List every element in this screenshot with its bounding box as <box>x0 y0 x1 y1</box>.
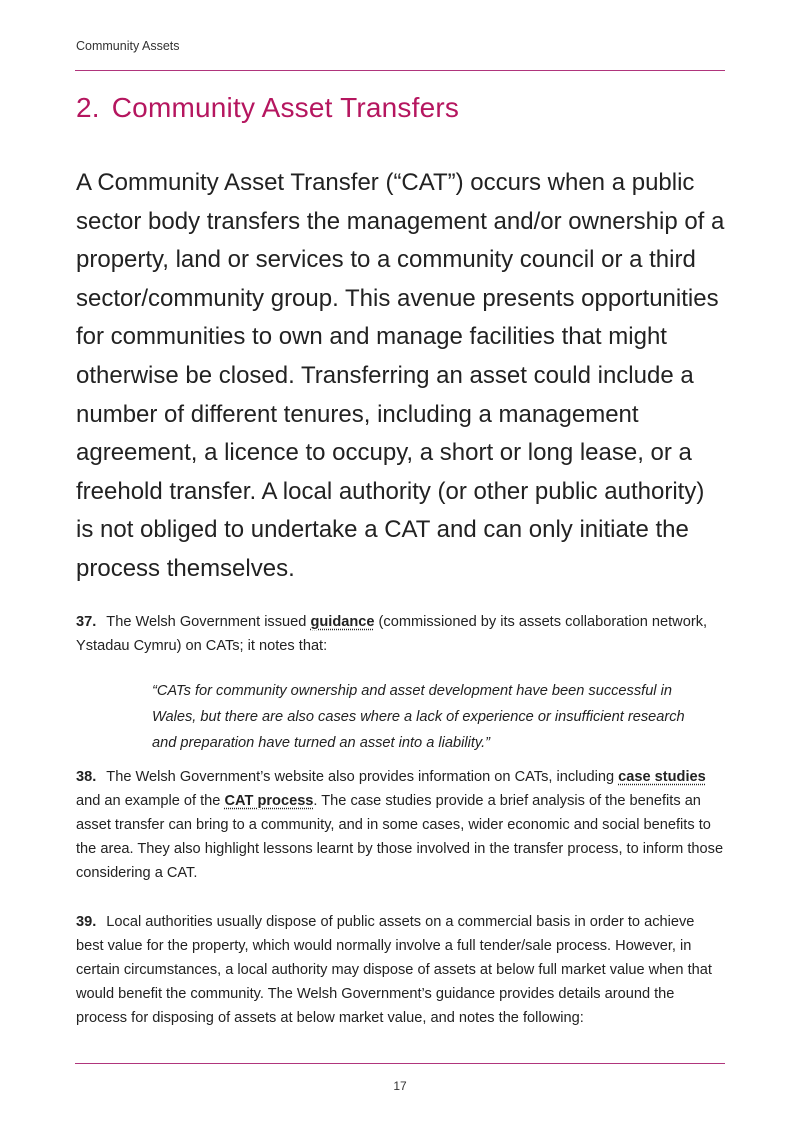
guidance-link[interactable]: guidance <box>310 614 375 630</box>
header-divider <box>75 70 725 71</box>
block-quote: “CATs for community ownership and asset development have been successful in Wales, but there are also cases where a lack of experience or insufficient research and preparation have turned an asset into a liability.” <box>152 683 685 751</box>
section-heading <box>76 92 459 124</box>
running-header: Community Assets <box>76 39 180 53</box>
paragraph-37 <box>76 610 726 658</box>
paragraph-number: 39. <box>76 914 97 930</box>
footer-divider <box>75 1063 725 1064</box>
section-number: 2. <box>76 92 100 123</box>
case-studies-link[interactable]: case studies <box>618 769 706 785</box>
paragraph-39 <box>76 910 726 1030</box>
paragraph-text: The Welsh Government’s website also provides information on CATs, including <box>106 769 619 785</box>
paragraph-text: Local authorities usually dispose of public assets on a commercial basis in order to achieve best value for the property, which would normally involve a full tender/sale process. However, in certain circumstances, a local authority may dispose of assets at below full market value when that would benefit the community. The Welsh Government’s guidance provides details around the process for disposing of assets at below market value, and notes the following: <box>76 914 712 1026</box>
paragraph-text: . The case studies provide a brief analysis of the benefits an asset transfer can bring to a community, and in some cases, wider economic and social benefits to the area. They also highlight lessons learnt by those involved in the transfer process, to inform those considering a CAT. <box>76 793 724 881</box>
page-number: 17 <box>393 1079 407 1093</box>
paragraph-text: and an example of the <box>76 793 225 809</box>
paragraph-number: 37. <box>76 614 97 630</box>
section-title: Community Asset Transfers <box>111 92 460 123</box>
paragraph-text: (commissioned by its assets collaboration network, Ystadau Cymru) on CATs; it notes that: <box>76 614 708 654</box>
paragraph-38 <box>76 765 726 885</box>
cat-process-link[interactable]: CAT process <box>224 793 314 809</box>
section-lead-paragraph: A Community Asset Transfer (“CAT”) occurs when a public sector body transfers the management and/or ownership of a property, land or services to a community council or a third sector/community group. This avenue presents opportunities for communities to own and manage facilities that might otherwise be closed. Transferring an asset could include a number of different tenures, including a management agreement, a licence to occupy, a short or long lease, or a freehold transfer. A local authority (or other public authority) is not obliged to undertake a CAT and can only initiate the process themselves. <box>76 169 725 582</box>
paragraph-number: 38. <box>76 769 97 785</box>
paragraph-text: The Welsh Government issued <box>106 614 311 630</box>
